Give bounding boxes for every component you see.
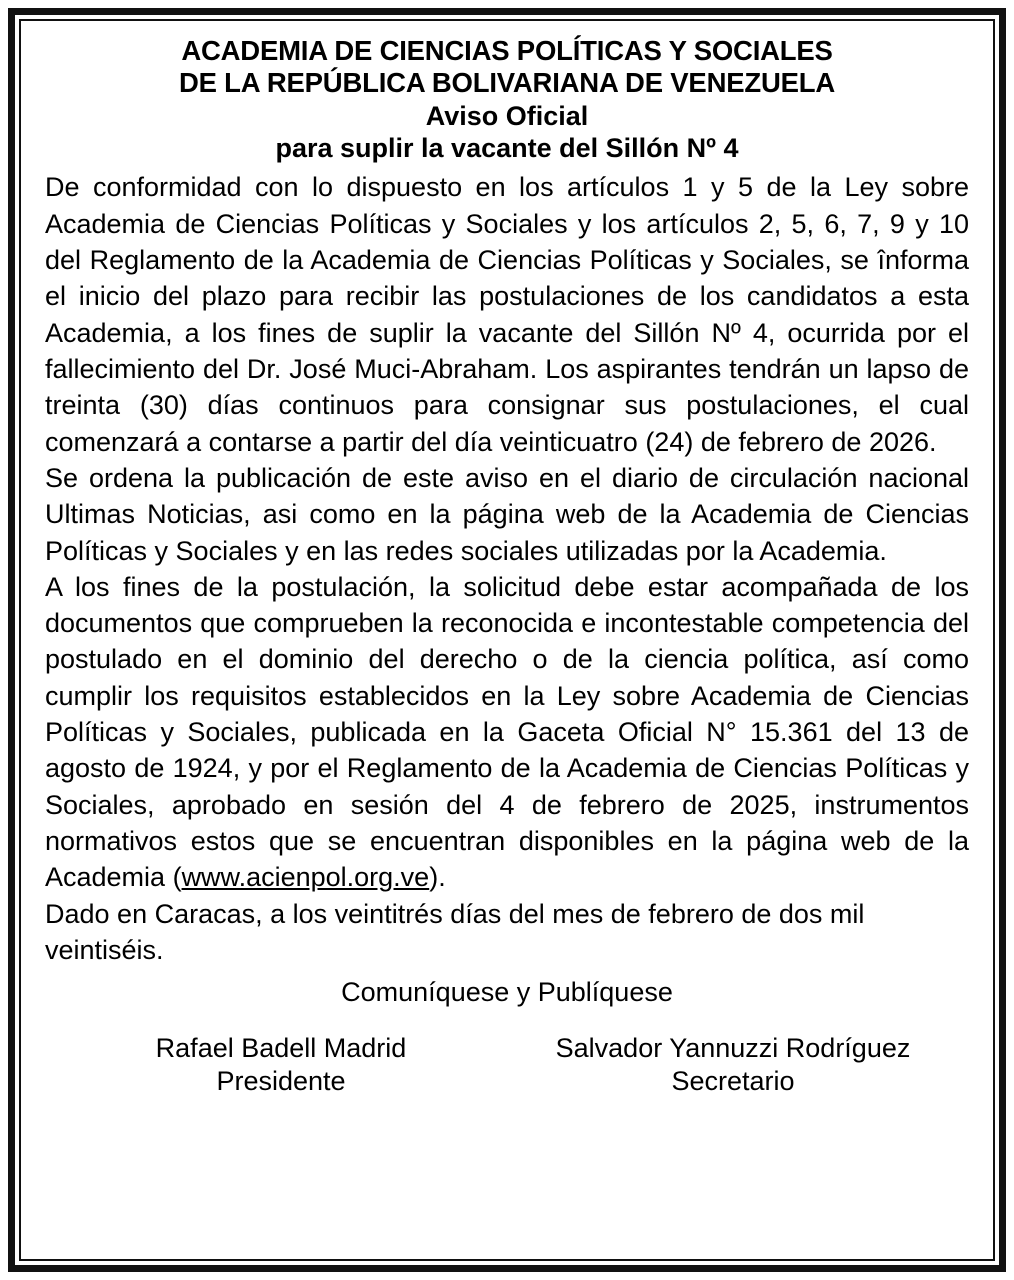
paragraph-3	[45, 569, 969, 896]
notice-type: Aviso Oficial	[425, 100, 589, 131]
academy-name-line-2: DE LA REPÚBLICA BOLIVARIANA DE VENEZUELA	[178, 66, 836, 98]
official-notice	[45, 35, 969, 1249]
document-body	[45, 169, 969, 968]
paragraph-1: De conformidad con lo dispuesto en los artículos 1 y 5 de la Ley sobre Academia de Ciencias Políticas y Sociales y los artículos 2, 5, 6, 7, 9 y 10 del Reglamento de la Academia de Ciencias Políticas y Sociales, se înforma el inicio del plazo para recibir las postulaciones de los candidatos a esta Academia, a los fines de suplir la vacante del Sillón Nº 4, ocurrida por el fallecimiento del Dr. José Muci-Abraham. Los aspirantes tendrán un lapso de treinta (30) días continuos para consignar sus postulaciones, el cual comenzará a contarse a partir del día veinticuatro (24) de febrero de 2026.	[45, 172, 969, 457]
president-name: Rafael Badell Madrid	[155, 1033, 407, 1064]
outer-frame	[8, 8, 1006, 1272]
president-role: Presidente	[216, 1065, 346, 1096]
secretary-role: Secretario	[671, 1065, 795, 1096]
inner-frame	[19, 19, 995, 1261]
paragraph-4: Dado en Caracas, a los veintitrés días del mes de febrero de dos mil veintiséis.	[45, 898, 865, 965]
notice-purpose: para suplir la vacante del Sillón Nº 4	[275, 133, 739, 164]
paragraph-2: Se ordena la publicación de este aviso en el diario de circulación nacional Ultimas Noticias, asi como en la página web de la Academia de Ciencias Políticas y Sociales y en las redes sociales utilizadas por la Academia.	[45, 462, 969, 566]
secretary-name: Salvador Yannuzzi Rodríguez	[555, 1033, 911, 1064]
signature-block	[45, 1032, 969, 1097]
signature-secretary	[507, 1032, 959, 1097]
signature-president	[55, 1032, 507, 1097]
paragraph-3-text-after-link: ).	[429, 862, 446, 893]
academy-website-link[interactable]: www.acienpol.org.ve	[181, 862, 430, 893]
document-header	[45, 35, 969, 164]
academy-name-line-1: ACADEMIA DE CIENCIAS POLÍTICAS Y SOCIALES	[181, 35, 833, 66]
paragraph-3-text-before-link: A los fines de la postulación, la solicitud debe estar acompañada de los documentos que comprueben la reconocida e incontestable competencia del postulado en el dominio del derecho o de la ciencia política, así como cumplir los requisitos establecidos en la Ley sobre Academia de Ciencias Políticas y Sociales, publicada en la Gaceta Oficial N° 15.361 del 13 de agosto de 1924, y por el Reglamento de la Academia de Ciencias Políticas y Sociales, aprobado en sesión del 4 de febrero de 2025, instrumentos normativos estos que se encuentran disponibles en la página web de la Academia (	[45, 571, 969, 893]
closing-statement: Comuníquese y Publíquese	[341, 977, 673, 1008]
